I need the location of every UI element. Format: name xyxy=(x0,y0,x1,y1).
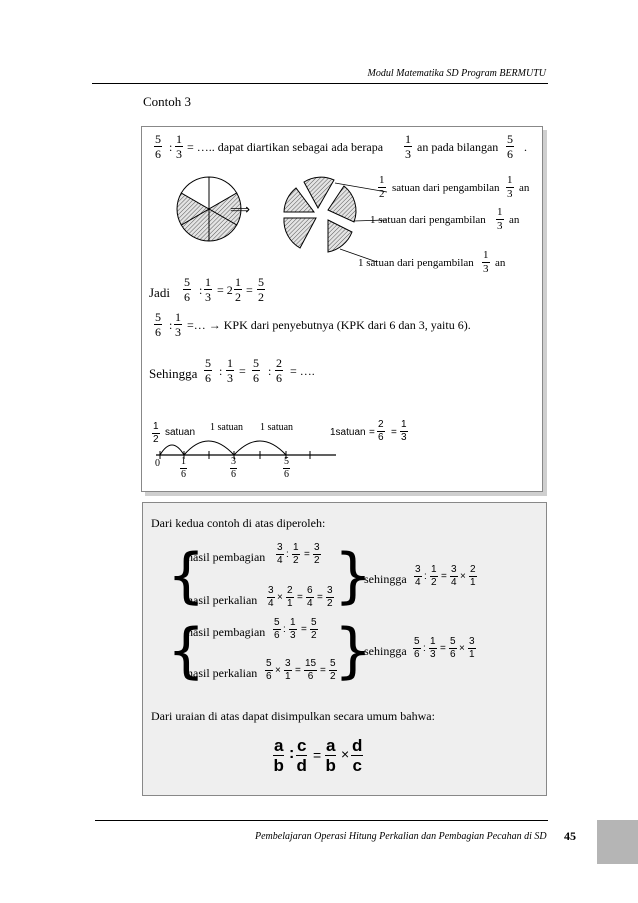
implies-arrow: ⟹ xyxy=(230,203,251,218)
hasil-pembagian-label-2: hasil pembagian xyxy=(187,625,266,639)
summary-box: Dari kedua contoh di atas diperoleh: { } hasil pembagian $\frac{3}{4}$ : $\frac{1}{2}$ = $\frac{3}{2}$ hasil perkalian $\frac{3}{4}$ × $\frac{2}{1}$ = $\frac{6}{4}$ = $\frac{3}{2}$ sehingga $\frac{3}{4}$ : $\frac{1}{2}$ = $\frac{3}{4}$ × $\frac{2}{1}$ { } hasil pembagian $\frac{5}{6}$ : $\frac{1}{3}$ = $\frac{5}{2}$ hasil perkalian $\frac{5}{6}$ × $\frac{3}{1}$ = $\frac{15}{6}$ = $\frac{5}{2}$ sehingga $\frac{5}{6}$ : $\frac{1}{3}$ = $\frac{5}{6}$ × $\frac{3}{1}$ Dari uraian di atas dapat disimpulkan secara umum bahwa: $\frac{a}{b}$ : $\frac{c}{d}$ = $\frac{a}{b}$ × $\frac{d}{c}$ xyxy=(142,502,547,796)
header-rule xyxy=(92,83,548,84)
section-title: Contoh 3 xyxy=(143,94,192,109)
hasil-perkalian-label: hasil perkalian xyxy=(187,593,258,607)
sehingga-label-1: sehingga xyxy=(364,572,407,586)
example-box: $\frac{5}{6}$ : $\frac{1}{3}$ = ….. dapat diartikan sebagai ada berapa $\frac{1}{3}$ an pada bilangan $\frac{5}{6}$ . ⟹ $\frac{1}{2}$ satuan dari pengambilan $\frac{1}{3}$ an 1 satuan dari pengambilan $\frac{1}{3}$ an 1 satuan dari pengambilan $\frac{1}{3}$ an Jadi $\frac{5}{6}$ : $\frac{1}{3}$ = 2 $\frac{1}{2}$ = $\frac{5}{2}$ $\frac{5}{6}$ : $\frac{1}{3}$ =… → KPK dari penyebutnya (KPK dari 6 dan 3, yaitu 6). Sehingga $\frac{5}{6}$ : $\frac{1}{3}$ = $\frac{5}{6}$ : $\frac{2}{6}$ = …. $\frac{1}{2}$ satuan 1 satuan 1 satuan 1satuan = $\frac{2}{6}$ = $\frac{1}{3}$ 0 $\frac{1}{6}$ $\frac{3}{6}$ $\frac{5}{6}$ xyxy=(141,126,543,492)
pie-diagram xyxy=(162,169,392,269)
fraction-1-3: $\frac{1}{3}$ xyxy=(405,132,411,161)
page-number: 45 xyxy=(564,829,576,843)
split-pie xyxy=(284,177,356,252)
label-half-satuan: satuan dari pengambilan xyxy=(392,182,500,194)
hasil-pembagian-label: hasil pembagian xyxy=(187,550,266,564)
fraction-1-3: $\frac{1}{3}$ xyxy=(176,132,182,161)
page-tab xyxy=(597,820,638,864)
line1-text: = ….. dapat diartikan sebagai ada berapa xyxy=(187,140,384,154)
sehingga-label: Sehingga xyxy=(149,366,198,381)
label-one-satuan-a: 1 satuan dari pengambilan xyxy=(370,214,486,226)
fraction-5-6: $\frac{5}{6}$ xyxy=(155,132,161,161)
footer-text: Pembelajaran Operasi Hitung Perkalian dan Pembagian Pecahan di SD xyxy=(255,831,547,842)
sehingga-label-2: sehingga xyxy=(364,644,407,658)
conclusion-text: Dari uraian di atas dapat disimpulkan secara umum bahwa: xyxy=(151,709,435,723)
summary-intro: Dari kedua contoh di atas diperoleh: xyxy=(151,516,326,530)
hasil-perkalian-label-2: hasil perkalian xyxy=(187,666,258,680)
fraction-5-6: $\frac{5}{6}$ xyxy=(507,132,513,161)
jadi-label: Jadi xyxy=(149,285,170,300)
footer-rule xyxy=(95,820,548,821)
kpk-line: =… → KPK dari penyebutnya (KPK dari 6 dan 3, yaitu 6). xyxy=(187,318,471,332)
running-header: Modul Matematika SD Program BERMUTU xyxy=(367,68,546,79)
line1-mid: an pada bilangan xyxy=(417,140,499,154)
label-one-satuan-b: 1 satuan dari pengambilan xyxy=(358,257,474,269)
